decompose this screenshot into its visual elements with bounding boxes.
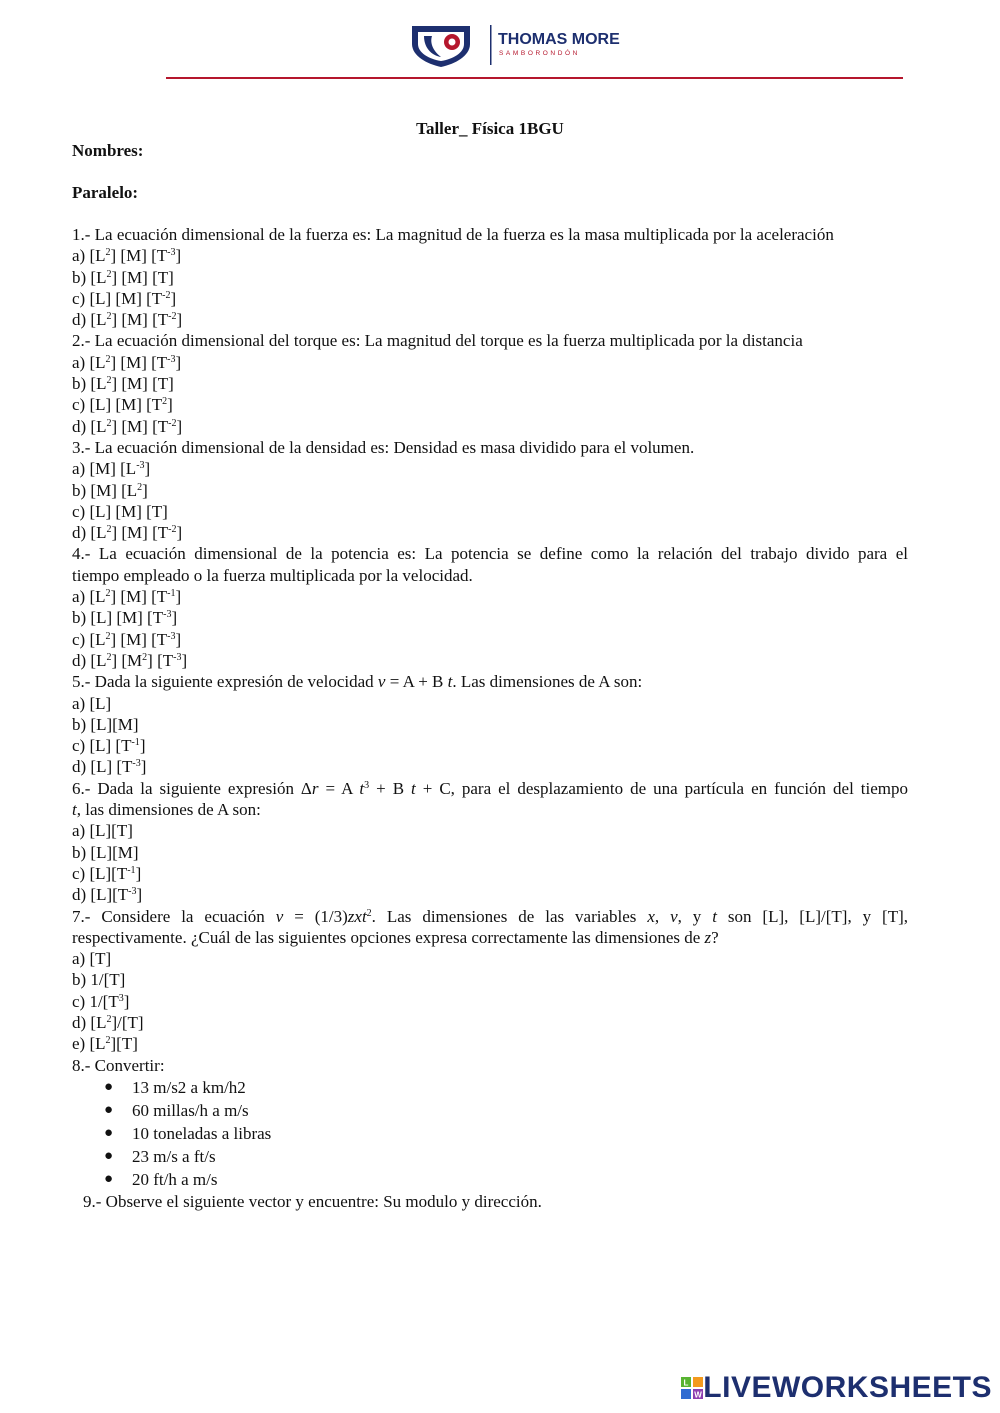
bullet-icon: ● <box>104 1101 114 1118</box>
question-1-stem: 1.- La ecuación dimensional de la fuerza es: La magnitud de la fuerza es la masa multiplicada por la aceleración <box>72 225 834 244</box>
list-item: ● 20 ft/h a m/s <box>104 1169 218 1189</box>
liveworksheets-logo <box>681 1371 992 1405</box>
question-6-stem-line-1: 6.- Dada la siguiente expresión Δr = A $t^3 + B$ t + C, para el desplazamiento de una partícula en función del tiempo <box>72 778 908 798</box>
list-item: ● 13 m/s2 a km/h2 <box>104 1077 246 1097</box>
liveworksheets-badge-icon <box>681 1377 703 1399</box>
q3-option-b: b) [M] $[L^2]$ <box>72 480 148 500</box>
q2-option-d: d) $[L^2]$ [M] $[T^{-2}]$ <box>72 416 183 436</box>
header-divider <box>166 77 903 79</box>
q4-option-c: c) $[L^2]$ [M] $[T^{-3}]$ <box>72 629 182 649</box>
question-7-stem-line-1: 7.- Considere la ecuación v = (1/3)zxt$^2$. Las dimensiones de las variables x, v, y t son [L], [L]/[T], y [T], <box>72 906 909 926</box>
list-item: ● 60 millas/h a m/s <box>104 1100 249 1120</box>
question-6-stem-line-2: t, las dimensiones de A son: <box>72 800 261 820</box>
q1-option-c: c) [L] [M] $[T^{-2}]$ <box>72 288 177 308</box>
questions <box>72 224 908 1212</box>
q1-option-a: a) $[L^2]$ [M] $[T^{-3}]$ <box>72 246 182 266</box>
bullet-icon: ● <box>104 1147 114 1164</box>
question-8-stem: 8.- Convertir: <box>72 1055 165 1075</box>
q1-option-b: b) $[L^2]$ [M] [T] <box>72 267 174 287</box>
school-logo <box>410 22 670 68</box>
question-5-stem: 5.- Dada la siguiente expresión de velocidad v = A + B t. Las dimensiones de A son: <box>72 672 643 692</box>
q3-option-a: a) [M] $[L^{-3}]$ <box>72 459 151 479</box>
svg-text:W: W <box>694 1390 703 1399</box>
q6-option-b: b) [L][M] <box>72 842 139 862</box>
list-item: ● 23 m/s a ft/s <box>104 1146 216 1166</box>
list-item: ● 10 toneladas a libras <box>104 1123 272 1143</box>
conversion-list <box>72 1076 908 1191</box>
bullet-icon: ● <box>104 1078 114 1095</box>
svg-text:L: L <box>683 1378 689 1388</box>
q6-option-a: a) [L][T] <box>72 821 133 841</box>
q2-option-c: c) [L] [M] $[T^2]$ <box>72 395 173 415</box>
q4-option-a: a) $[L^2]$ [M] $[T^{-1}]$ <box>72 587 182 607</box>
names-label: Nombres: <box>72 141 144 160</box>
parallel-label: Paralelo: <box>72 183 139 202</box>
q4-option-b: b) [L] [M] $[T^{-3}]$ <box>72 608 178 628</box>
q7-option-d: d) $[L^2]/[T]$ <box>72 1012 144 1032</box>
q3-option-c: c) [L] [M] [T] <box>72 501 168 521</box>
q5-option-d: d) [L] $[T^{-3}]$ <box>72 757 147 777</box>
q1-option-d: d) $[L^2]$ [M] $[T^{-2}]$ <box>72 310 183 330</box>
page-title: Taller_ Física 1BGU <box>416 119 564 138</box>
q7-option-b: b) 1/[T] <box>72 970 126 990</box>
q6-option-d: d) $[L][T^{-3}]$ <box>72 885 143 905</box>
question-4-stem-line-2: tiempo empleado o la fuerza multiplicada por la velocidad. <box>72 565 473 585</box>
q5-option-b: b) [L][M] <box>72 714 139 734</box>
bullet-icon: ● <box>104 1170 114 1187</box>
question-7-stem-line-2: respectivamente. ¿Cuál de las siguientes opciones expresa correctamente las dimensiones de z? <box>72 927 719 947</box>
q5-option-a: a) [L] <box>72 693 112 713</box>
q2-option-a: a) $[L^2]$ [M] $[T^{-3}]$ <box>72 352 182 372</box>
question-9-stem: 9.- Observe el siguiente vector y encuentre: Su modulo y dirección. <box>83 1191 542 1211</box>
question-2-stem: 2.- La ecuación dimensional del torque es: La magnitud del torque es la fuerza multiplicada por la distancia <box>72 331 803 351</box>
bullet-icon: ● <box>104 1124 114 1141</box>
logo-subname: SAMBORONDÓN <box>499 50 580 57</box>
q6-option-c: c) $[L][T^{-1}]$ <box>72 863 142 883</box>
q7-option-e: e) $[L^2][T]$ <box>72 1034 138 1054</box>
q7-option-a: a) [T] <box>72 949 112 969</box>
q7-option-c: c) $1/[T^3]$ <box>72 991 130 1011</box>
q4-option-d: d) $[L^2]$ $[M^2]$ $[T^{-3}]$ <box>72 650 188 670</box>
logo-name: THOMAS MORE <box>498 31 620 48</box>
question-4-stem-line-1: 4.- La ecuación dimensional de la potencia es: La potencia se define como la relación del trabajo divido para el <box>72 544 908 564</box>
q3-option-d: d) $[L^2]$ [M] $[T^{-2}]$ <box>72 523 183 543</box>
liveworksheets-wordmark: LIVEWORKSHEETS <box>703 1371 992 1404</box>
q2-option-b: b) $[L^2]$ [M] [T] <box>72 374 174 394</box>
question-3-stem: 3.- La ecuación dimensional de la densidad es: Densidad es masa dividido para el volumen. <box>72 437 695 457</box>
q5-option-c: c) [L] $[T^{-1}]$ <box>72 736 146 756</box>
